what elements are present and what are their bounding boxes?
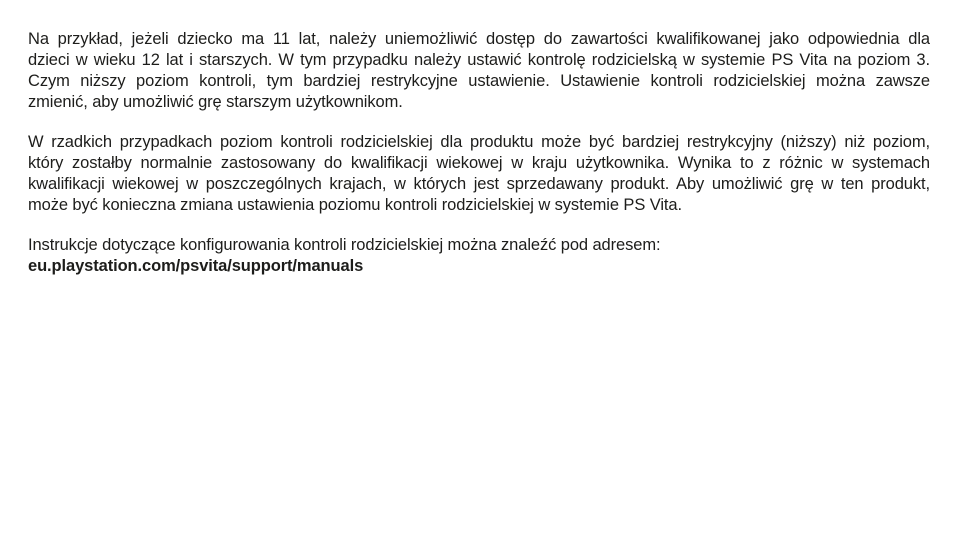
text-line: zmienić, aby umożliwić grę starszym użytkownikom. bbox=[28, 93, 403, 111]
text-line: może być konieczna zmiana ustawienia poziomu kontroli rodzicielskiej w systemie PS Vita. bbox=[28, 196, 682, 214]
instructions-intro-text: Instrukcje dotyczące konfigurowania kontroli rodzicielskiej można znaleźć pod adresem: bbox=[28, 236, 661, 254]
text-line: który zostałby normalnie zastosowany do kwalifikacji wiekowej w kraju użytkownika. Wynika to z różnic w systemach bbox=[28, 154, 930, 172]
text-line: Czym niższy poziom kontroli, tym bardziej restrykcyjne ustawienie. Ustawienie kontroli rodzicielskiej można zawsze bbox=[28, 72, 930, 90]
text-line: dzieci w wieku 12 lat i starszych. W tym przypadku należy ustawić kontrolę rodzicielską w systemie PS Vita na poziom 3. bbox=[28, 51, 930, 69]
text-line: kwalifikacji wiekowej w poszczególnych krajach, w których jest sprzedawany produkt. Aby umożliwić grę w ten produkt, bbox=[28, 175, 930, 193]
text-line: W rzadkich przypadkach poziom kontroli rodzicielskiej dla produktu może być bardziej restrykcyjny (niższy) niż poziom, bbox=[28, 133, 930, 151]
paragraph-rating-differences bbox=[28, 132, 930, 216]
text-line: Na przykład, jeżeli dziecko ma 11 lat, należy uniemożliwić dostęp do zawartości kwalifikowanej jako odpowiednia dla bbox=[28, 30, 930, 48]
paragraph-instructions bbox=[28, 235, 930, 277]
support-manuals-url: eu.playstation.com/psvita/support/manuals bbox=[28, 257, 364, 275]
paragraph-age-example bbox=[28, 29, 930, 113]
